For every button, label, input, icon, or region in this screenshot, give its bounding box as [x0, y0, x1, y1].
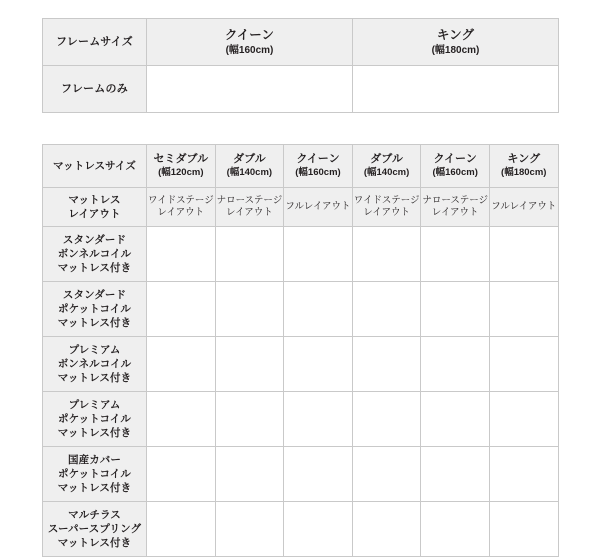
- mattress-column-queen-160-a: [284, 145, 353, 188]
- row-label-standard-bonnell: [43, 227, 147, 282]
- frame-only-queen-cell: [147, 66, 353, 113]
- cell: [215, 447, 284, 502]
- cell: [284, 392, 353, 447]
- frame-column-queen-sub: (幅160cm): [225, 45, 274, 57]
- layout-label-line1: マットレス: [68, 193, 121, 206]
- frame-only-king-cell: [353, 66, 559, 113]
- layout-line2: レイアウト: [157, 207, 205, 218]
- layout-line1: ワイドステージ: [148, 194, 214, 206]
- row-label-line3: マットレス付き: [57, 482, 132, 495]
- cell: [489, 337, 558, 392]
- table-row: [43, 447, 559, 502]
- table-row: [43, 392, 559, 447]
- layout-cell-semidouble-120: [147, 188, 216, 227]
- frame-size-table: [42, 18, 559, 113]
- column-name: ダブル: [233, 152, 266, 165]
- cell: [421, 337, 490, 392]
- cell: [421, 282, 490, 337]
- mattress-layout-row-label: [43, 188, 147, 227]
- cell: [489, 502, 558, 557]
- cell: [147, 502, 216, 557]
- layout-label-line2: レイアウト: [68, 208, 121, 220]
- table-row: [43, 337, 559, 392]
- column-sub: (幅180cm): [501, 167, 547, 179]
- frame-column-king: [353, 19, 559, 66]
- cell: [489, 227, 558, 282]
- table-row: [43, 227, 559, 282]
- layout-line1: フルレイアウト: [285, 200, 351, 212]
- layout-line1: フルレイアウト: [491, 200, 557, 212]
- column-name: クイーン: [296, 152, 340, 165]
- cell: [352, 227, 421, 282]
- mattress-column-king-180: [489, 145, 558, 188]
- cell: [421, 392, 490, 447]
- cell: [215, 227, 284, 282]
- row-label-premium-pocket: [43, 392, 147, 447]
- row-label-domestic-cover-pocket: [43, 447, 147, 502]
- layout-line2: レイアウト: [363, 207, 410, 218]
- layout-cell-king-180: [489, 188, 558, 227]
- column-name: キング: [507, 152, 541, 165]
- cell: [284, 282, 353, 337]
- column-name: セミダブル: [153, 152, 209, 165]
- column-sub: (幅160cm): [295, 167, 341, 179]
- cell: [147, 337, 216, 392]
- frame-column-queen: [147, 19, 353, 66]
- row-label-line2: ボンネルコイル: [57, 247, 132, 260]
- row-label-line2: ポケットコイル: [58, 412, 131, 425]
- cell: [147, 447, 216, 502]
- cell: [352, 502, 421, 557]
- row-label-line1: マルチラス: [68, 508, 121, 521]
- mattress-size-table: [42, 144, 559, 557]
- cell: [215, 282, 284, 337]
- table-row-layout: [43, 188, 559, 227]
- cell: [147, 392, 216, 447]
- layout-line2: レイアウト: [431, 207, 479, 218]
- row-label-line2: スーパースプリング: [47, 522, 142, 535]
- row-label-line2: ポケットコイル: [58, 467, 131, 480]
- column-sub: (幅160cm): [432, 167, 478, 179]
- row-label-line1: スタンダード: [62, 288, 127, 301]
- cell: [421, 502, 490, 557]
- cell: [489, 282, 558, 337]
- cell: [215, 337, 284, 392]
- frame-column-king-sub: (幅180cm): [431, 45, 480, 57]
- frame-column-king-name: キング: [436, 27, 475, 42]
- row-label-line3: マットレス付き: [57, 537, 132, 550]
- layout-line2: レイアウト: [226, 207, 273, 218]
- row-label-line1: プレミアム: [68, 398, 121, 411]
- cell: [352, 392, 421, 447]
- table-row: [43, 502, 559, 557]
- cell: [421, 447, 490, 502]
- layout-line1: ナローステージ: [422, 194, 489, 206]
- cell: [352, 447, 421, 502]
- cell: [284, 447, 353, 502]
- row-label-line3: マットレス付き: [57, 372, 132, 385]
- column-sub: (幅120cm): [158, 167, 204, 179]
- mattress-column-queen-160-b: [421, 145, 490, 188]
- row-label-line1: 国産カバー: [67, 453, 122, 466]
- row-label-multilas-superspring: [43, 502, 147, 557]
- frame-column-queen-name: クイーン: [224, 27, 275, 42]
- cell: [147, 227, 216, 282]
- row-label-line3: マットレス付き: [57, 427, 132, 440]
- mattress-column-double-140-a: [215, 145, 284, 188]
- row-label-standard-pocket: [43, 282, 147, 337]
- column-name: クイーン: [433, 152, 477, 165]
- cell: [489, 447, 558, 502]
- column-sub: (幅140cm): [363, 167, 410, 179]
- table-row: [43, 66, 559, 113]
- layout-line1: ワイドステージ: [353, 194, 420, 206]
- cell: [421, 227, 490, 282]
- table-row: [43, 282, 559, 337]
- layout-line1: ナローステージ: [216, 194, 283, 206]
- cell: [284, 502, 353, 557]
- column-sub: (幅140cm): [226, 167, 273, 179]
- layout-cell-queen-160-b: [421, 188, 490, 227]
- cell: [352, 282, 421, 337]
- cell: [352, 337, 421, 392]
- cell: [284, 337, 353, 392]
- mattress-column-semidouble-120: [147, 145, 216, 188]
- layout-cell-queen-160-a: [284, 188, 353, 227]
- row-label-line3: マットレス付き: [57, 262, 132, 275]
- row-label-line3: マットレス付き: [57, 317, 132, 330]
- row-label-line2: ポケットコイル: [58, 302, 131, 315]
- frame-only-row-label: フレームのみ: [43, 66, 147, 113]
- cell: [215, 502, 284, 557]
- cell: [215, 392, 284, 447]
- cell: [489, 392, 558, 447]
- row-label-line1: プレミアム: [68, 343, 121, 356]
- mattress-size-row-label: マットレスサイズ: [43, 145, 147, 188]
- cell: [284, 227, 353, 282]
- table-row-size-header: [43, 145, 559, 188]
- layout-cell-double-140-a: [215, 188, 284, 227]
- row-label-line1: スタンダード: [62, 233, 127, 246]
- cell: [147, 282, 216, 337]
- row-label-line2: ボンネルコイル: [57, 357, 132, 370]
- table-row: [43, 19, 559, 66]
- mattress-column-double-140-b: [352, 145, 421, 188]
- column-name: ダブル: [370, 152, 403, 165]
- frame-size-row-label: フレームサイズ: [43, 19, 147, 66]
- layout-cell-double-140-b: [352, 188, 421, 227]
- row-label-premium-bonnell: [43, 337, 147, 392]
